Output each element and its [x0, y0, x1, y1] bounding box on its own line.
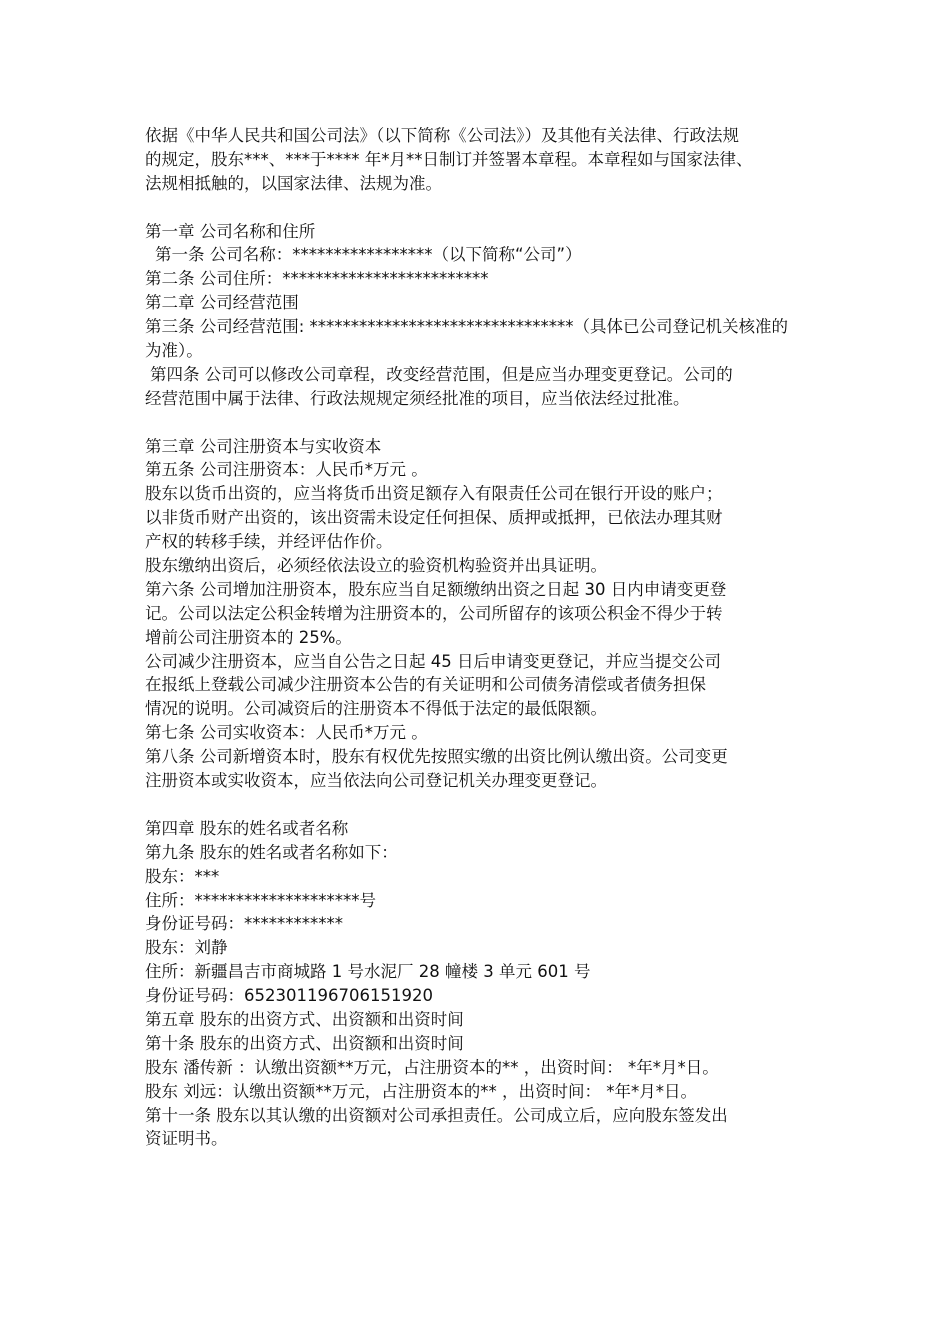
article-11-line-1: 第十一条 股东以其认缴的出资额对公司承担责任。公司成立后，应向股东签发出: [145, 1105, 728, 1125]
shareholder-2-id: 身份证号码：652301196706151920: [145, 986, 433, 1006]
chapter-4-heading: 第四章 股东的姓名或者名称: [145, 818, 349, 838]
contribution-line-1: 股东 潘传新 ：认缴出资额**万元，占注册资本的** ，出资时间： *年*月*日。: [145, 1057, 719, 1077]
chapter-3-heading: 第三章 公司注册资本与实收资本: [145, 436, 382, 456]
reduction-paragraph-line-1: 公司减少注册资本，应当自公告之日起 45 日后申请变更登记，并应当提交公司: [145, 651, 721, 671]
article-6-line-1: 第六条 公司增加注册资本，股东应当自足额缴纳出资之日起 30 日内申请变更登: [145, 579, 727, 599]
capital-paragraph-line-1: 股东以货币出资的，应当将货币出资足额存入有限责任公司在银行开设的账户；: [145, 484, 723, 504]
article-6-line-2: 记。公司以法定公积金转增为注册资本的，公司所留存的该项公积金不得少于转: [145, 603, 723, 623]
article-1: 第一条 公司名称：*****************（以下简称“公司”）: [155, 245, 582, 265]
article-6-line-3: 增前公司注册资本的 25%。: [145, 627, 352, 647]
blank-line: [145, 411, 809, 435]
article-8-line-1: 第八条 公司新增资本时，股东有权优先按照实缴的出资比例认缴出资。公司变更: [145, 747, 728, 767]
chapter-1-heading: 第一章 公司名称和住所: [145, 221, 316, 241]
article-2: 第二条 公司住所：*************************: [145, 269, 489, 289]
article-4-line-2: 经营范围中属于法律、行政法规规定须经批准的项目，应当依法经过批准。: [145, 388, 690, 408]
verification-paragraph: 股东缴纳出资后，必须经依法设立的验资机构验资并出具证明。: [145, 556, 607, 576]
shareholder-1-address: 住所：********************号: [145, 890, 376, 910]
article-10: 第十条 股东的出资方式、出资额和出资时间: [145, 1033, 464, 1053]
shareholder-2-name: 股东：刘静: [145, 938, 228, 958]
article-11-line-2: 资证明书。: [145, 1129, 228, 1149]
blank-line: [145, 793, 809, 817]
article-3-line-1: 第三条 公司经营范围: ********************************（具体已公司登记机关核准的: [145, 317, 789, 337]
article-5: 第五条 公司注册资本：人民币*万元 。: [145, 460, 428, 480]
shareholder-2-address: 住所：新疆昌吉市商城路 1 号水泥厂 28 幢楼 3 单元 601 号: [145, 962, 591, 982]
chapter-5-heading: 第五章 股东的出资方式、出资额和出资时间: [145, 1009, 464, 1029]
capital-paragraph-line-3: 产权的转移手续，并经评估作价。: [145, 532, 393, 552]
capital-paragraph-line-2: 以非货币财产出资的，该出资需未设定任何担保、质押或抵押，已依法办理其财: [145, 508, 723, 528]
article-3-line-2: 为准）。: [145, 341, 203, 361]
shareholder-1-name: 股东：***: [145, 866, 220, 886]
blank-line: [145, 196, 809, 220]
preamble-line-2: 的规定，股东***、***于**** 年*月**日制订并签署本章程。本章程如与国家法律、: [145, 149, 753, 169]
article-4-line-1: 第四条 公司可以修改公司章程，改变经营范围，但是应当办理变更登记。公司的: [150, 364, 733, 384]
preamble-line-1: 依据《中华人民共和国公司法》（以下简称《公司法》）及其他有关法律、行政法规: [145, 126, 739, 145]
reduction-paragraph-line-2: 在报纸上登载公司减少注册资本公告的有关证明和公司债务清偿或者债务担保: [145, 675, 706, 695]
preamble-line-3: 法规相抵触的，以国家法律、法规为准。: [145, 173, 442, 193]
reduction-paragraph-line-3: 情况的说明。公司减资后的注册资本不得低于法定的最低限额。: [145, 699, 607, 719]
article-7: 第七条 公司实收资本：人民币*万元 。: [145, 723, 428, 743]
contribution-line-2: 股东 刘远：认缴出资额**万元，占注册资本的** ，出资时间： *年*月*日。: [145, 1081, 697, 1101]
document-body: [145, 124, 809, 1151]
article-8-line-2: 注册资本或实收资本，应当依法向公司登记机关办理变更登记。: [145, 771, 607, 791]
shareholder-1-id: 身份证号码：************: [145, 914, 343, 934]
chapter-2-heading: 第二章 公司经营范围: [145, 293, 299, 313]
article-9: 第九条 股东的姓名或者名称如下：: [145, 842, 398, 862]
